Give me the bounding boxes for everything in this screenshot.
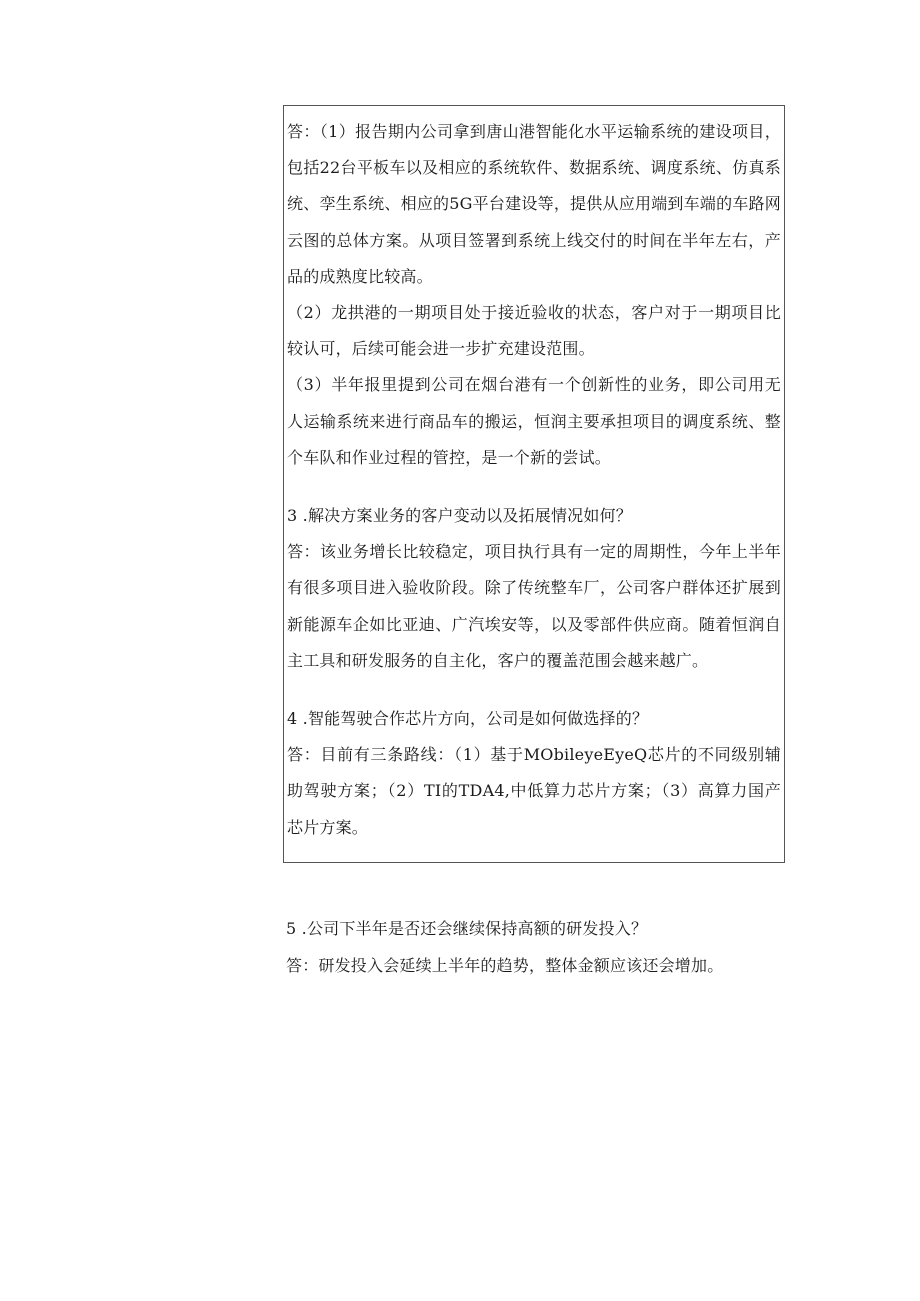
answer-3: 答：该业务增长比较稳定，项目执行具有一定的周期性，今年上半年有很多项目进入验收阶段。除了传统整车厂，公司客户群体还扩展到新能源车企如比亚迪、广汽埃安等，以及零部件供应商。随着恒润自主工具和研发服务的自主化，客户的覆盖范围会越来越广。 [287, 542, 781, 670]
answer-paragraph-1: 答：（1）报告期内公司拿到唐山港智能化水平运输系统的建设项目，包括22台平板车以及相应的系统软件、数据系统、调度系统、仿真系统、孪生系统、相应的5G平台建设等，提供从应用端到车端的车路网云图的总体方案。从项目签署到系统上线交付的时间在半年左右，产品的成熟度比较高。 [287, 122, 781, 286]
qa-table-cell [283, 105, 785, 863]
question-5: 5 .公司下半年是否还会继续保持高额的研发投入？ [286, 919, 648, 938]
spacer [287, 679, 781, 701]
question-4: 4 .智能驾驶合作芯片方向，公司是如何做选择的？ [287, 709, 649, 729]
answer-5: 答：研发投入会延续上半年的趋势，整体金额应该还会增加。 [286, 956, 724, 975]
spacer [287, 476, 781, 498]
answer-paragraph-3: （3）半年报里提到公司在烟台港有一个创新性的业务，即公司用无人运输系统来进行商品车的搬运，恒润主要承担项目的调度系统、整个车队和作业过程的管控，是一个新的尝试。 [287, 375, 781, 467]
question-5-block [286, 910, 786, 984]
answer-4: 答：目前有三条路线：（1）基于MObileyeEyeQ芯片的不同级别辅助驾驶方案；（2）TI的TDA4,中低算力芯片方案；（3）高算力国产芯片方案。 [287, 745, 781, 837]
answer-paragraph-2: （2）龙拱港的一期项目处于接近验收的状态，客户对于一期项目比较认可，后续可能会进一步扩充建设范围。 [287, 303, 781, 359]
question-3: 3 .解决方案业务的客户变动以及拓展情况如何？ [287, 506, 632, 526]
